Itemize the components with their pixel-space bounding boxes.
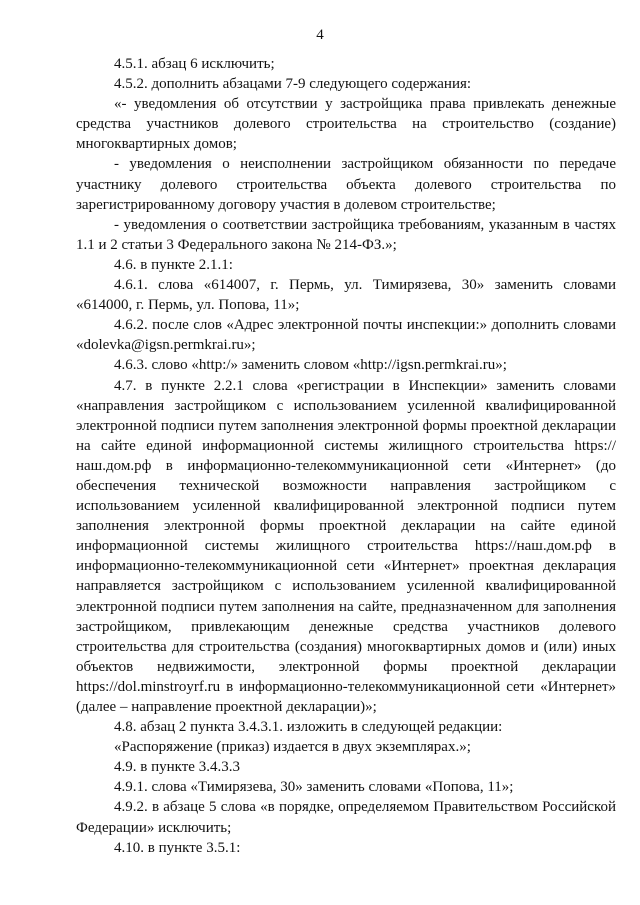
paragraph-notice-non-fulfillment: - уведомления о неисполнении застройщиком обязанности по передаче участнику долевого строительства объекта долевого строительства по зарегистрированному договору участия в долевом строительстве;: [76, 156, 616, 213]
page-number: 4: [316, 27, 324, 43]
paragraph-4-6-3: 4.6.3. слово «http:/» заменить словом «http://igsn.permkrai.ru»;: [114, 357, 507, 374]
paragraph-4-10: 4.10. в пункте 3.5.1:: [114, 839, 241, 856]
paragraph-4-5-1: 4.5.1. абзац 6 исключить;: [114, 56, 275, 72]
paragraph-4-9: 4.9. в пункте 3.4.3.3: [114, 759, 240, 776]
document-body: [76, 54, 616, 858]
paragraph-order-text: «Распоряжение (приказ) издается в двух экземплярах.»;: [114, 739, 471, 756]
paragraph-4-8: 4.8. абзац 2 пункта 3.4.3.1. изложить в следующей редакции:: [114, 719, 503, 736]
paragraph-4-9-2: 4.9.2. в абзаце 5 слова «в порядке, определяемом Правительством Российской Федерации» исключить;: [76, 799, 616, 836]
paragraph-4-9-1: 4.9.1. слова «Тимирязева, 30» заменить словами «Попова, 11»;: [114, 779, 514, 796]
paragraph-notice-no-right: «- уведомления об отсутствии у застройщика права привлекать денежные средства участников долевого строительства на строительство (создание) многоквартирных домов;: [76, 96, 616, 153]
paragraph-notice-compliance: - уведомления о соответствии застройщика требованиям, указанным в частях 1.1 и 2 статьи 3 Федерального закона № 214-ФЗ.»;: [76, 216, 616, 253]
paragraph-4-6-2: 4.6.2. после слов «Адрес электронной почты инспекции:» дополнить словами «dolevka@igsn.permkrai.ru»;: [76, 317, 616, 354]
paragraph-4-7: 4.7. в пункте 2.2.1 слова «регистрации в Инспекции» заменить словами «направления застройщиком с использованием усиленной квалифицированной электронной подписи путем заполнения электронной формы проектной декларации на сайте единой информационной системы жилищного строительства https://наш.дом.рф в информационно-телекоммуникационной сети «Интернет» (до обеспечения технической возможности направления застройщиком с использованием усиленной квалифицированной электронной подписи путем заполнения электронной формы проектной декларации на сайте единой информационной системы жилищного строительства https://наш.дом.рф в информационно-телекоммуникационной сети «Интернет» проектная декларация направляется застройщиком с использованием усиленной квалифицированной электронной подписи путем заполнения на сайте, предназначенном для заполнения застройщиком, привлекающим денежные средства участников долевого строительства для строительства (создания) многоквартирных домов и (или) иных объектов недвижимости, электронной формы проектной декларации https://dol.minstroyrf.ru в информационно-телекоммуникационной сети «Интернет» (далее – направление проектной декларации)»;: [76, 377, 616, 715]
paragraph-4-6-1: 4.6.1. слова «614007, г. Пермь, ул. Тимирязева, 30» заменить словами «614000, г. Пермь, ул. Попова, 11»;: [76, 277, 616, 314]
paragraph-4-6: 4.6. в пункте 2.1.1:: [114, 256, 233, 273]
paragraph-4-5-2: 4.5.2. дополнить абзацами 7-9 следующего содержания:: [114, 76, 472, 93]
